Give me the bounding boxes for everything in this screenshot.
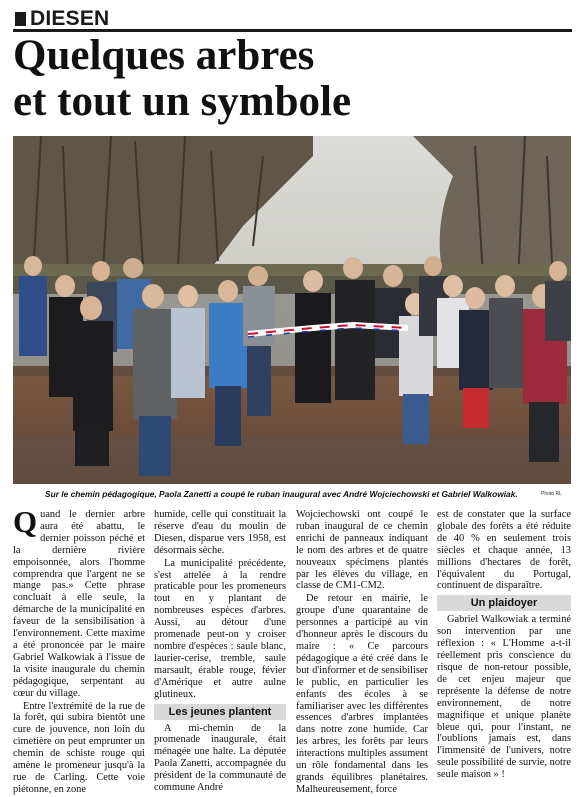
photo-caption: Sur le chemin pédagogique, Paola Zanetti a coupé le ruban inaugural avec André Wojciechowski et Gabriel Walkowiak.: [45, 489, 518, 499]
section-header: [13, 6, 572, 32]
paragraph: humide, celle qui constituait la réserve d'eau du moulin de Diesen, disparue vers 1958, est désormais sèche.: [154, 509, 286, 556]
paragraph: [13, 504, 145, 700]
paragraph: A mi-chemin de la promenade inaugurale, était ménagée une halte. La députée Paola Zanetti, accompagnée du président de la communauté de commune André: [154, 722, 286, 794]
headline-line-1: Quelques arbres: [13, 32, 315, 79]
subheading: Les jeunes plantent: [154, 704, 286, 720]
article-column-1: [13, 504, 145, 797]
paragraph: La municipalité précédente, s'est attelée à la rendre praticable pour les promeneurs tout en y plantant de nombreuses espèces d'arbres. Aussi, au détour d'une promenade peut-on y croiser nombre d'espèces : saule blanc, laurier-cerise, tremble, saule marsault, érable rouge, févier d'Amérique et autre aulne glutineux.: [154, 557, 286, 700]
paragraph: Entre l'extrémité de la rue de la forêt, qui subira bientôt une cure de jouvence, non loin du cimetière on peut emprunter un chemin de schiste rouge qui amène le promeneur jusqu'à la rue de Carling. Cette voie piétonne, en zone: [13, 700, 145, 795]
paragraph: Gabriel Walkowiak a terminé son intervention par une réflexion : « L'Homme a-t-il réellement pris conscience du risque de non-retour possible, de cet enjeu majeur que représente la défense de notre environnement, de notre magnifique et unique planète bleue qui, pour l'instant, ne l'oublions jamais est, dans l'immensité de l'univers, notre seule possibilité de survie, notre seule maison » !: [437, 614, 571, 781]
section-label: DIESEN: [30, 7, 110, 30]
paragraph: De retour en mairie, le groupe d'une quarantaine de personnes a participé au vin d'honneur après le discours du maire : « Ce parcours pédagogique a été créé dans le but d'informer et de sensibiliser le public, en particulier les enfants des écoles à se familiariser avec les différentes essences d'arbres implantées dans notre zone humide. Car les arbres, les forêts par leurs interactions multiples assument un rôle fondamental dans les grands équilibres planétaires. Malheureusement, force: [296, 593, 428, 795]
paragraph: est de constater que la surface globale des forêts a été réduite de 40 % en seulement trois siècles et chaque année, 13 millions d'hectares de forêt, l'équivalent du Portugal, continuent de disparaître.: [437, 509, 571, 592]
article-column-3: [296, 509, 428, 797]
headline-line-2: et tout un symbole: [13, 78, 352, 125]
article-column-2: [154, 509, 286, 795]
article-column-4: [437, 509, 571, 782]
paragraph-text: uand le dernier arbre aura été abattu, le dernier poisson péché et la dernière rivière empoisonnée, alors l'homme comprendra que l'argent ne se mange pas.» Cette phrase concluait à elle seule, la démarche de la municipalité en faveur de la sensibilisation à l'environnement. Cette maxime a été prononcée par le maire Gabriel Walkowiak à l'issue de la visite inaugurale du chemin pédagogique, serpentant au cœur du village.: [13, 509, 145, 699]
paragraph: Wojciechowski ont coupé le ruban inaugural de ce chemin enrichi de panneaux indiquant le nom des arbres et de quatre nouveaux spécimens plantés par les élèves du village, en classe de CM1-CM2.: [296, 509, 428, 592]
ribbon-cutting-photo: [13, 136, 571, 484]
photo-credit: Photo RL: [541, 491, 562, 497]
section-marker: [15, 12, 26, 26]
subheading: Un plaidoyer: [437, 595, 571, 611]
drop-cap: Q: [13, 504, 38, 539]
article-photo: [13, 136, 571, 484]
article-headline: [13, 33, 573, 125]
